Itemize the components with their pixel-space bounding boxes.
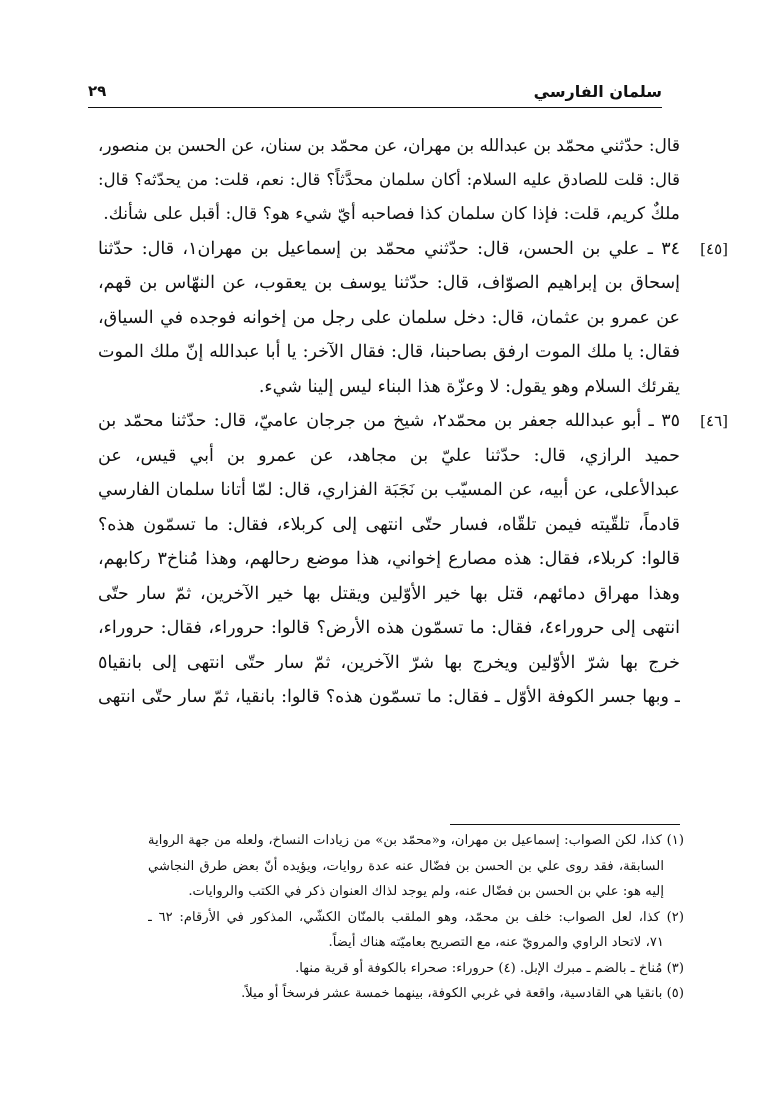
text-line: وهذا مهراق دمائهم، قتل بها خير الأوّلين ويقتل بها خير الآخرين، ثمّ سار حتّى — [98, 583, 680, 604]
text-line: حميد الرازي، قال: حدّثنا عليّ بن مجاهد، عن عمرو بن أبي قيس، عن — [98, 445, 680, 466]
footnote-line: (١) كذا، لكن الصواب: إسماعيل بن مهران، و«محمّد بن» من زيادات النساخ، ولعله من جهة الرواية — [148, 833, 684, 848]
header-title: سلمان الفارسي — [533, 82, 662, 101]
paragraph-number: [٤٦] — [700, 412, 728, 430]
text-line: ٣٥ ـ أبو عبدالله جعفر بن محمّد٢، شيخ من جرجان عاميّ، قال: حدّثنا محمّد بن — [98, 411, 680, 431]
text-line: عن عمرو بن عثمان، قال: دخل سلمان على رجل من إخوانه فوجده في السياق، — [98, 307, 680, 328]
footnote-line: (٣) مُناخ ـ بالضم ـ مبرك الإبل. (٤) حروراء: صحراء بالكوفة أو قرية منها. — [295, 960, 684, 976]
text-line: ـ وبها جسر الكوفة الأوّل ـ فقال: ما تسمّون هذه؟ قالوا: بانقيا، ثمّ سار حتّى انتهى — [98, 687, 680, 707]
paragraph-number: [٤٥] — [700, 239, 728, 258]
text-line: يقرئك السلام وهو يقول: لا وعزّة هذا البناء ليس إلينا شيء. — [258, 376, 680, 397]
text-line: ٣٤ ـ علي بن الحسن، قال: حدّثني محمّد بن إسماعيل بن مهران١، قال: حدّثنا — [98, 238, 680, 259]
text-line: قادماً، تلقّيته فيمن تلقّاه، فسار حتّى انتهى إلى كربلاء، فقال: ما تسمّون هذه؟ — [98, 514, 680, 535]
text-line: قالوا: كربلاء، فقال: هذه مصارع إخواني، هذا موضع رحالهم، وهذا مُناخ٣ ركابهم، — [98, 549, 680, 569]
text-line: انتهى إلى حروراء٤، فقال: ما تسمّون هذه الأرض؟ قالوا: حروراء، فقال: حروراء، — [98, 618, 680, 638]
header-rule — [88, 107, 662, 108]
running-header — [88, 82, 662, 106]
page-number: ٢٩ — [88, 82, 107, 100]
text-line: فقال: يا ملك الموت ارفق بصاحبنا، قال: فقال الآخر: يا أبا عبدالله إنّ ملك الموت — [98, 342, 680, 362]
footnote-line: السابقة، فقد روى علي بن الحسن بن فضّال عنه عدة روايات، ويؤيده أنّ بعض طرق النجاشي — [148, 858, 664, 874]
text-line: قال: قلت للصادق عليه السلام: أكان سلمان محدَّثاً؟ قال: نعم، قلت: من يحدّثه؟ قال: — [98, 169, 680, 189]
text-line: خرج بها شرّ الأوّلين ويخرج بها شرّ الآخرين، ثمّ سار حتّى انتهى إلى بانقيا٥ — [98, 652, 680, 673]
paragraph — [98, 128, 680, 232]
paragraph — [98, 232, 728, 405]
footnote-line: (٢) كذا، لعل الصواب: خلف بن محمّد، وهو الملقب بالمنّان الكشّي، المذكور في الأرقام: ٦٢ ـ — [148, 909, 684, 925]
footnote-line: (٥) بانقيا هي القادسية، واقعة في غربي الكوفة، بينهما خمسة عشر فرسخاً أو ميلاً. — [241, 986, 684, 1001]
footnote-rule — [450, 824, 680, 825]
footnote-line: إليه هو: علي بن الحسن بن فضّال عنه، ولم يوجد لذاك العنوان ذكر في الكتب والروايات. — [188, 884, 664, 899]
paragraph — [98, 404, 728, 715]
text-line: قال: حدّثني محمّد بن عبدالله بن مهران، عن محمّد بن سنان، عن الحسن بن منصور، — [98, 135, 680, 155]
body-text — [98, 128, 728, 715]
text-line: عبدالأعلى، عن أبيه، عن المسيّب بن نَجَبَة الفزاري، قال: لمّا أتانا سلمان الفارسي — [98, 480, 680, 500]
text-line: إسحاق بن إبراهيم الصوّاف، قال: حدّثنا يوسف بن يعقوب، عن النهّاس بن قهم، — [98, 273, 680, 293]
footnote-line: ٧١، لاتحاد الراوي والمرويّ عنه، مع التصريح بعاميّته هناك أيضاً. — [328, 935, 664, 950]
text-line: ملكٌ كريم، قلت: فإذا كان سلمان كذا فصاحبه أيّ شيء هو؟ قال: أقبل على شأنك. — [103, 204, 680, 224]
footnotes — [148, 828, 684, 1007]
